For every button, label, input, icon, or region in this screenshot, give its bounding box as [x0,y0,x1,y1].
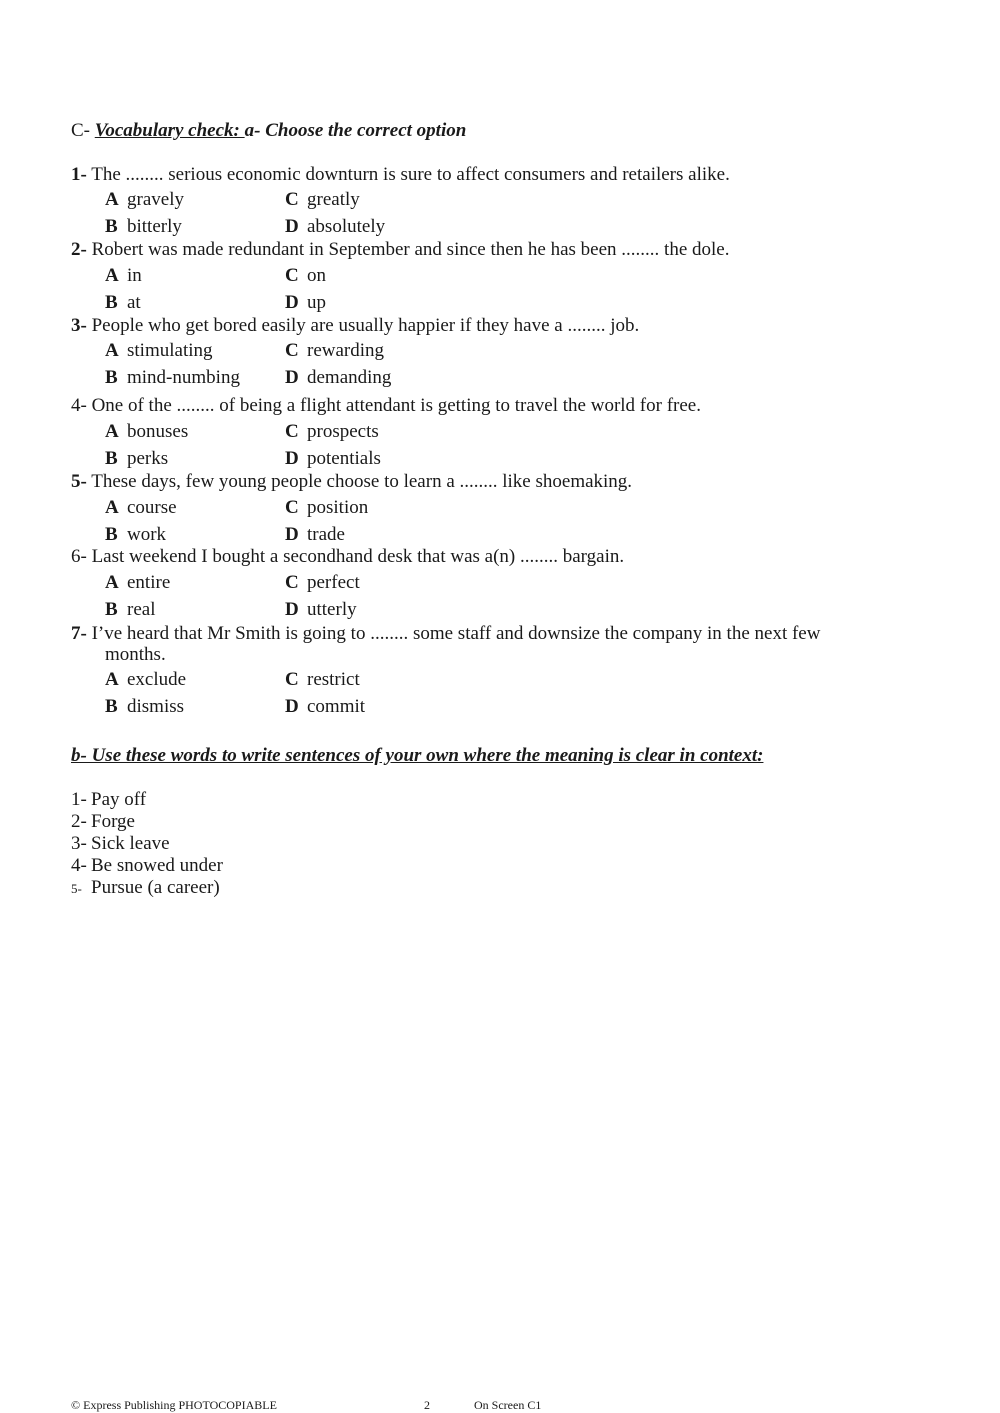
question-4 [71,395,701,417]
instruction-b: b- Use these words to write sentences of your own where the meaning is clear in context: [71,745,764,766]
instruction-a: a- Choose the correct option [244,120,467,141]
question-number: 4- [71,395,87,416]
footer-copyright: © Express Publishing PHOTOCOPIABLE [71,1398,277,1412]
question-5 [71,471,632,493]
question-text: The ........ serious economic downturn is sure to affect consumers and retailers alike. [86,164,730,185]
option-a[interactable]: A gravely [105,189,184,210]
option-b[interactable]: B at [105,292,141,313]
option-b[interactable]: B perks [105,448,169,469]
question-1 [71,164,730,186]
option-b[interactable]: B dismiss [105,696,185,717]
option-b[interactable]: B mind-numbing [105,367,240,388]
vocab-title: Vocabulary check: [94,120,245,141]
list-item: 4- Be snowed under [71,855,223,876]
list-item: 5- Pursue (a career) [71,877,220,898]
question-text: Last weekend I bought a secondhand desk that was a(n) ........ bargain. [86,546,625,567]
option-c[interactable]: C perfect [285,572,360,593]
option-d[interactable]: D up [285,292,326,313]
question-text: Robert was made redundant in September and since then he has been ........ the dole. [86,239,730,260]
option-d[interactable]: D absolutely [285,216,386,237]
question-number: 5- [71,471,87,492]
question-text: People who get bored easily are usually happier if they have a ........ job. [86,315,640,336]
word-list [71,789,223,900]
footer-book-title: On Screen C1 [474,1398,542,1412]
option-b[interactable]: B work [105,524,167,545]
option-d[interactable]: D potentials [285,448,381,469]
list-item: 1- Pay off [71,789,147,810]
question-7-continuation: months. [105,644,166,665]
option-b[interactable]: B bitterly [105,216,182,237]
option-c[interactable]: C greatly [285,189,360,210]
option-c[interactable]: C restrict [285,669,360,690]
question-number: 6- [71,546,87,567]
question-text: These days, few young people choose to learn a ........ like shoemaking. [86,471,633,492]
section-prefix: C- [71,120,95,141]
question-text: One of the ........ of being a flight attendant is getting to travel the world for free. [86,395,701,416]
question-number: 1- [71,164,87,185]
option-a[interactable]: A in [105,265,142,286]
option-a[interactable]: A stimulating [105,340,213,361]
question-text: I’ve heard that Mr Smith is going to ........ some staff and downsize the company in the next few [86,623,821,644]
question-3 [71,315,639,337]
option-c[interactable]: C on [285,265,326,286]
option-d[interactable]: D commit [285,696,366,717]
question-6 [71,546,624,568]
option-a[interactable]: A entire [105,572,171,593]
option-c[interactable]: C rewarding [285,340,385,361]
option-a[interactable]: A bonuses [105,421,189,442]
option-d[interactable]: D trade [285,524,345,545]
option-c[interactable]: C prospects [285,421,379,442]
section-heading [71,120,466,142]
question-number: 2- [71,239,87,260]
question-number: 3- [71,315,87,336]
list-item: 3- Sick leave [71,833,170,854]
option-a[interactable]: A course [105,497,177,518]
question-number: 7- [71,623,87,644]
option-d[interactable]: D utterly [285,599,357,620]
option-d[interactable]: D demanding [285,367,392,388]
option-b[interactable]: B real [105,599,156,620]
question-7 [71,623,820,645]
option-c[interactable]: C position [285,497,369,518]
list-item: 2- Forge [71,811,135,832]
question-2 [71,239,729,261]
option-a[interactable]: A exclude [105,669,187,690]
footer-page-number: 2 [424,1398,430,1412]
